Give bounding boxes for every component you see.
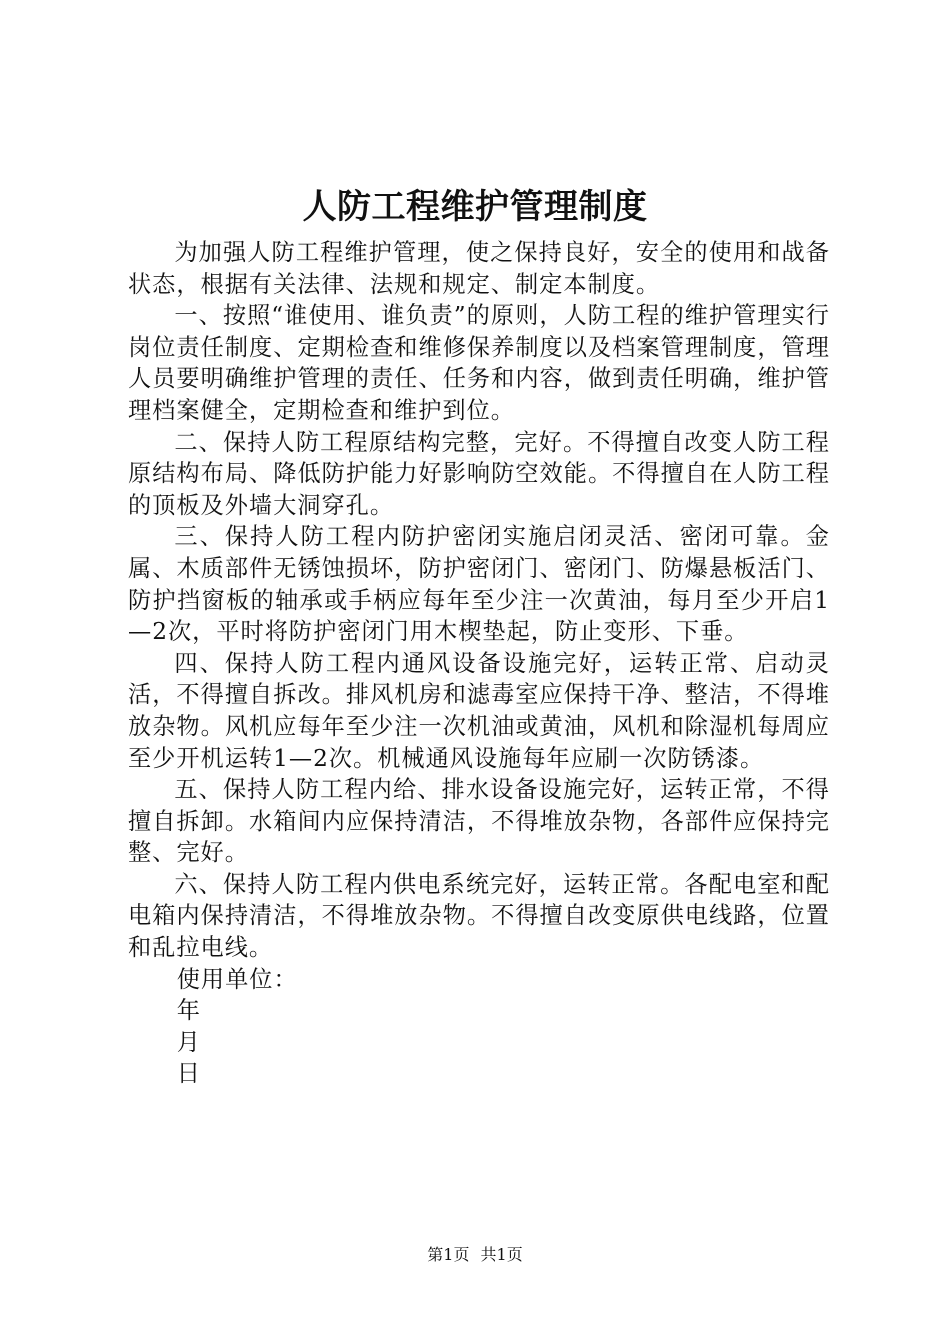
paragraph-4: 四、保持人防工程内通风设备设施完好，运转正常、启动灵活，不得擅自拆改。排风机房和滤毒室应保持干净、整洁，不得堆放杂物。风机应每年至少注一次机油或黄油，风机和除湿机每周应至少开机运转1—2次。机械通风设施每年应刷一次防锈漆。 (128, 649, 830, 772)
page-number-current: 第1页 (427, 1245, 470, 1264)
signature-month-label: 月 (176, 1028, 201, 1056)
paragraph-6: 六、保持人防工程内供电系统完好，运转正常。各配电室和配电箱内保持清洁，不得堆放杂物。不得擅自改变原供电线路，位置和乱拉电线。 (128, 870, 830, 962)
signature-year-label: 年 (176, 997, 201, 1025)
document-body (128, 237, 830, 1090)
paragraph-1: 一、按照“谁使用、谁负责”的原则，人防工程的维护管理实行岗位责任制度、定期检查和维修保养制度以及档案管理制度，管理人员要明确维护管理的责任、任务和内容，做到责任明确，维护管理档案健全，定期检查和维护到位。 (128, 302, 830, 424)
paragraph-2: 二、保持人防工程原结构完整，完好。不得擅自改变人防工程原结构布局、降低防护能力好影响防空效能。不得擅自在人防工程的顶板及外墙大洞穿孔。 (128, 428, 830, 519)
signature-day-label: 日 (176, 1060, 201, 1088)
paragraph-intro: 为加强人防工程维护管理，使之保持良好，安全的使用和战备状态，根据有关法律、法规和规定、制定本制度。 (128, 239, 830, 298)
paragraph-5: 五、保持人防工程内给、排水设备设施完好，运转正常，不得擅自拆卸。水箱间内应保持清洁，不得堆放杂物，各部件应保持完整、完好。 (128, 776, 830, 867)
page-footer (0, 1243, 950, 1267)
page-number-total: 共1页 (480, 1245, 523, 1264)
paragraph-3: 三、保持人防工程内防护密闭实施启闭灵活、密闭可靠。金属、木质部件无锈蚀损坏，防护密闭门、密闭门、防爆悬板活门、防护挡窗板的轴承或手柄应每年至少注一次黄油，每月至少开启1—2次，平时将防护密闭门用木楔垫起，防止变形、下垂。 (128, 523, 830, 646)
signature-unit-label: 使用单位： (176, 965, 298, 993)
document-title: 人防工程维护管理制度 (302, 187, 648, 227)
